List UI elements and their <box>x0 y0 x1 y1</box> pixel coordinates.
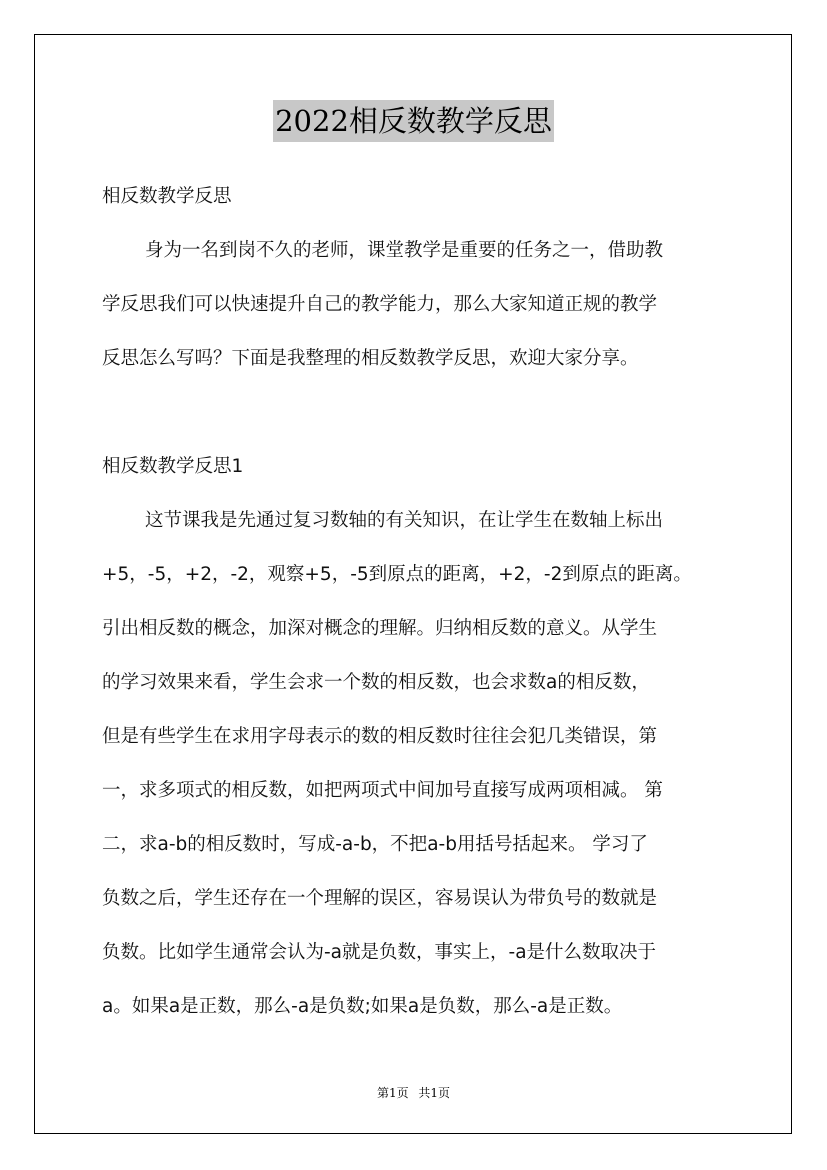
section1-line-2: +5，-5，+2，-2，观察+5，-5到原点的距离，+2，-2到原点的距离。 <box>102 564 692 585</box>
document-title: 2022相反数教学反思 <box>273 100 554 142</box>
document-subtitle: 相反数教学反思 <box>102 186 232 207</box>
section1-line-8: 负数之后，学生还存在一个理解的误区，容易误认为带负号的数就是 <box>102 888 658 909</box>
page-total: 共1页 <box>418 1086 451 1100</box>
section1-heading: 相反数教学反思1 <box>102 456 244 477</box>
section1-line-4: 的学习效果来看，学生会求一个数的相反数，也会求数a的相反数， <box>102 672 650 693</box>
section1-line-3: 引出相反数的概念，加深对概念的理解。归纳相反数的意义。从学生 <box>102 618 658 639</box>
section1-line-6: 一，求多项式的相反数，如把两项式中间加号直接写成两项相减。 第 <box>102 780 663 801</box>
section1-line-10: a。如果a是正数，那么-a是负数;如果a是负数，那么-a是正数。 <box>102 996 623 1017</box>
section1-line-9: 负数。比如学生通常会认为-a就是负数，事实上，-a是什么数取决于 <box>102 942 657 963</box>
page-number: 第1页 <box>376 1086 409 1100</box>
page-footer <box>0 1084 827 1101</box>
title-container <box>0 100 827 142</box>
section1-line-7: 二，求a-b的相反数时，写成-a-b，不把a-b用括号括起来。 学习了 <box>102 834 648 855</box>
section1-line-5: 但是有些学生在求用字母表示的数的相反数时往往会犯几类错误，第 <box>102 726 658 747</box>
intro-line-2: 学反思我们可以快速提升自己的教学能力，那么大家知道正规的教学 <box>102 294 658 315</box>
section1-line-1: 这节课我是先通过复习数轴的有关知识，在让学生在数轴上标出 <box>145 510 664 531</box>
intro-line-1: 身为一名到岗不久的老师，课堂教学是重要的任务之一，借助教 <box>145 240 664 261</box>
intro-line-3: 反思怎么写吗？下面是我整理的相反数教学反思，欢迎大家分享。 <box>102 348 639 369</box>
